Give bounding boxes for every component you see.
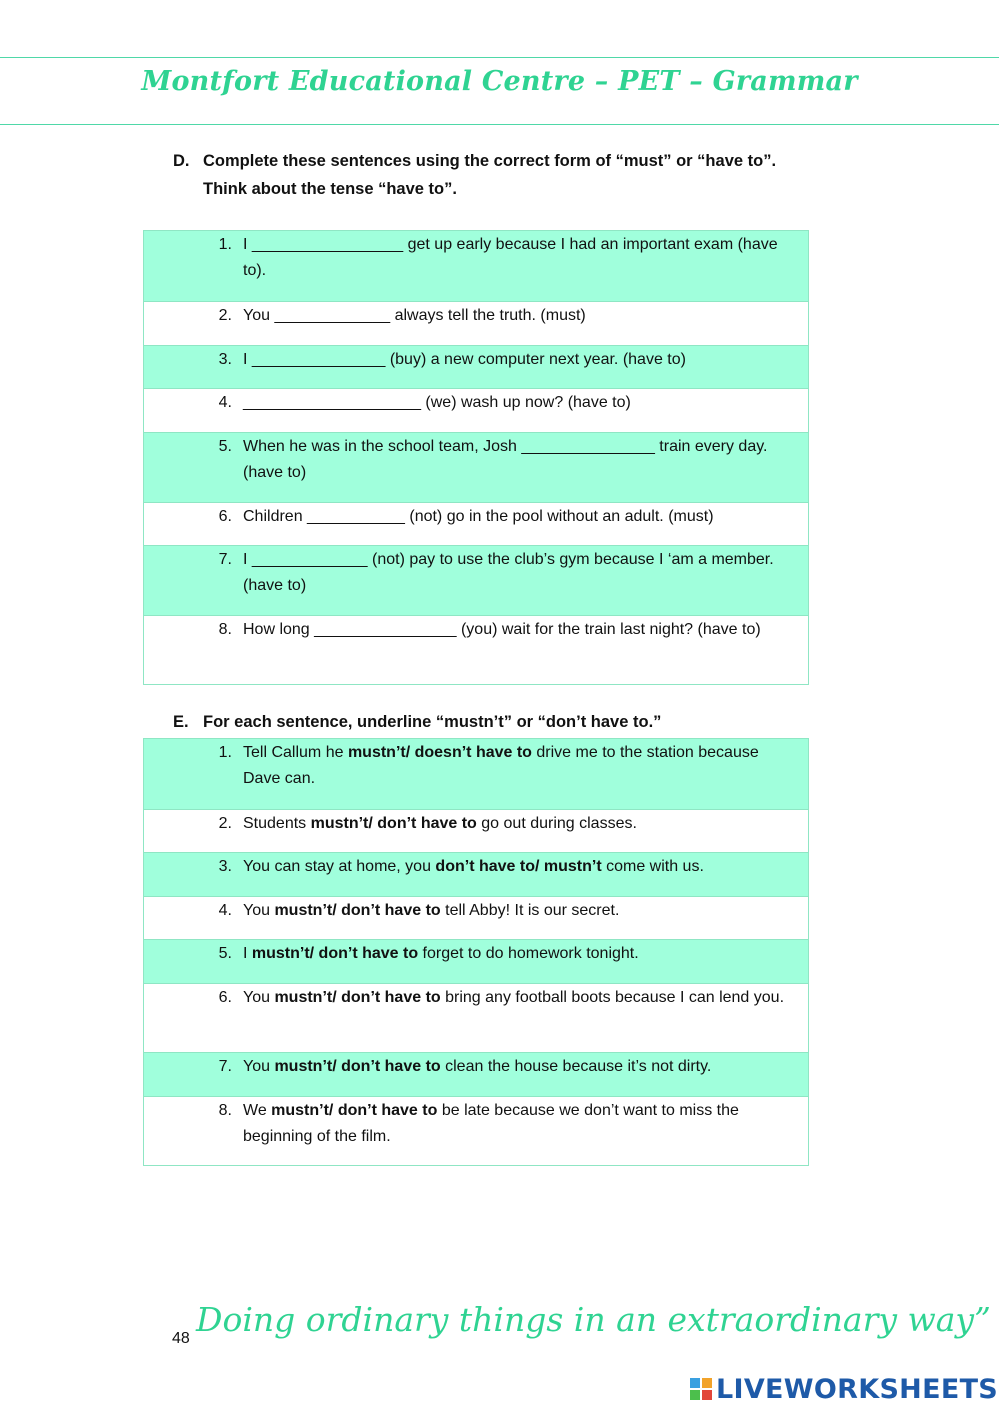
table-row [144, 301, 808, 345]
item-number: 6. [218, 989, 232, 1006]
table-row [144, 852, 808, 896]
item-number: 8. [218, 621, 232, 638]
item-sentence: I _______________ (buy) a new computer next year. (have to) [243, 351, 686, 368]
section-e-table [143, 738, 809, 1166]
item-sentence: ____________________ (we) wash up now? (have to) [243, 394, 631, 411]
item-sentence [243, 854, 791, 880]
sentence-start: You can stay at home, you [243, 858, 436, 875]
liveworksheets-watermark [690, 1374, 998, 1404]
liveworksheets-logo-icon [690, 1378, 712, 1400]
choice-options[interactable]: mustn’t/ don’t have to [310, 815, 477, 832]
item-number: 3. [218, 351, 232, 368]
page-number: 48 [172, 1330, 190, 1347]
item-number: 2. [218, 815, 232, 832]
sentence-start: You [243, 989, 275, 1006]
table-row [144, 231, 808, 301]
header-bottom-rule [0, 124, 999, 125]
choice-options[interactable]: mustn’t/ don’t have to [274, 1058, 441, 1075]
sentence-start: Students [243, 815, 311, 832]
item-number: 2. [218, 307, 232, 324]
choice-options[interactable]: mustn’t/ doesn’t have to [347, 744, 532, 761]
section-d-letter: D. [173, 152, 190, 170]
sentence-end: be late because we don’t want to miss the beginning of the film. [243, 1102, 739, 1145]
sentence-start: You [243, 1058, 275, 1075]
table-row [144, 1052, 808, 1096]
sentence-end: drive me to the station because Dave can. [243, 744, 759, 787]
item-sentence [243, 941, 791, 967]
item-sentence: You _____________ always tell the truth. (must) [243, 307, 586, 324]
item-number: 5. [218, 438, 232, 455]
choice-options[interactable]: mustn’t/ don’t have to [271, 1102, 438, 1119]
table-row [144, 545, 808, 615]
choice-options[interactable]: mustn’t/ don’t have to [251, 945, 419, 962]
sentence-end: bring any football boots because I can lend you. [440, 989, 785, 1006]
item-number: 1. [218, 236, 232, 253]
choice-options[interactable]: mustn’t/ don’t have to [274, 989, 441, 1006]
header-title: Montfort Educational Centre – PET – Grammar [141, 66, 858, 97]
sentence-end: forget to do homework tonight. [418, 945, 639, 962]
item-number: 3. [218, 858, 232, 875]
item-sentence [243, 1098, 791, 1150]
item-number: 4. [218, 394, 232, 411]
section-e-instruction [173, 708, 833, 736]
choice-options[interactable]: don’t have to/ mustn’t [435, 858, 602, 875]
item-sentence [243, 740, 791, 792]
sentence-end: come with us. [601, 858, 704, 875]
sentence-end: tell Abby! It is our secret. [440, 902, 620, 919]
liveworksheets-text: LIVEWORKSHEETS [716, 1373, 999, 1405]
table-row [144, 739, 808, 809]
choice-options[interactable]: mustn’t/ don’t have to [274, 902, 441, 919]
table-row [144, 388, 808, 432]
item-number: 8. [218, 1102, 232, 1119]
item-sentence [243, 985, 791, 1011]
item-number: 5. [218, 945, 232, 962]
table-row [144, 809, 808, 852]
table-row [144, 615, 808, 684]
item-number: 4. [218, 902, 232, 919]
item-sentence: Children ___________ (not) go in the pool without an adult. (must) [243, 508, 714, 525]
item-sentence: When he was in the school team, Josh _______________ train every day. (have to) [243, 438, 768, 481]
sentence-start: You [243, 902, 275, 919]
table-row [144, 983, 808, 1052]
table-row [144, 345, 808, 388]
item-sentence: How long ________________ (you) wait for the train last night? (have to) [243, 621, 761, 638]
item-number: 1. [218, 744, 232, 761]
table-row [144, 502, 808, 545]
footer-motto: Doing ordinary things in an extraordinary way” [196, 1300, 991, 1339]
sentence-start: Tell Callum he [243, 744, 348, 761]
item-sentence: I _________________ get up early because I had an important exam (have to). [243, 236, 778, 279]
item-sentence [243, 811, 791, 837]
sentence-start: We [243, 1102, 272, 1119]
section-d-instruction-line2: Think about the tense “have to”. [203, 180, 457, 198]
section-d-instruction-line1: Complete these sentences using the correct form of “must” or “have to”. [203, 152, 777, 170]
table-row [144, 896, 808, 939]
item-sentence [243, 1054, 791, 1080]
table-row [144, 432, 808, 502]
item-sentence: I _____________ (not) pay to use the club’s gym because I ‘am a member. (have to) [243, 551, 774, 594]
item-number: 7. [218, 1058, 232, 1075]
table-row [144, 1096, 808, 1165]
item-number: 6. [218, 508, 232, 525]
item-number: 7. [218, 551, 232, 568]
section-e-instruction-text: For each sentence, underline “mustn’t” or “don’t have to.” [203, 713, 662, 731]
header-top-rule [0, 57, 999, 58]
item-sentence [243, 898, 791, 924]
sentence-start: I [243, 945, 252, 962]
table-row [144, 939, 808, 983]
section-d-instruction [173, 147, 833, 203]
sentence-end: go out during classes. [476, 815, 637, 832]
section-d-table [143, 230, 809, 685]
section-e-letter: E. [173, 713, 189, 731]
sentence-end: clean the house because it’s not dirty. [440, 1058, 712, 1075]
